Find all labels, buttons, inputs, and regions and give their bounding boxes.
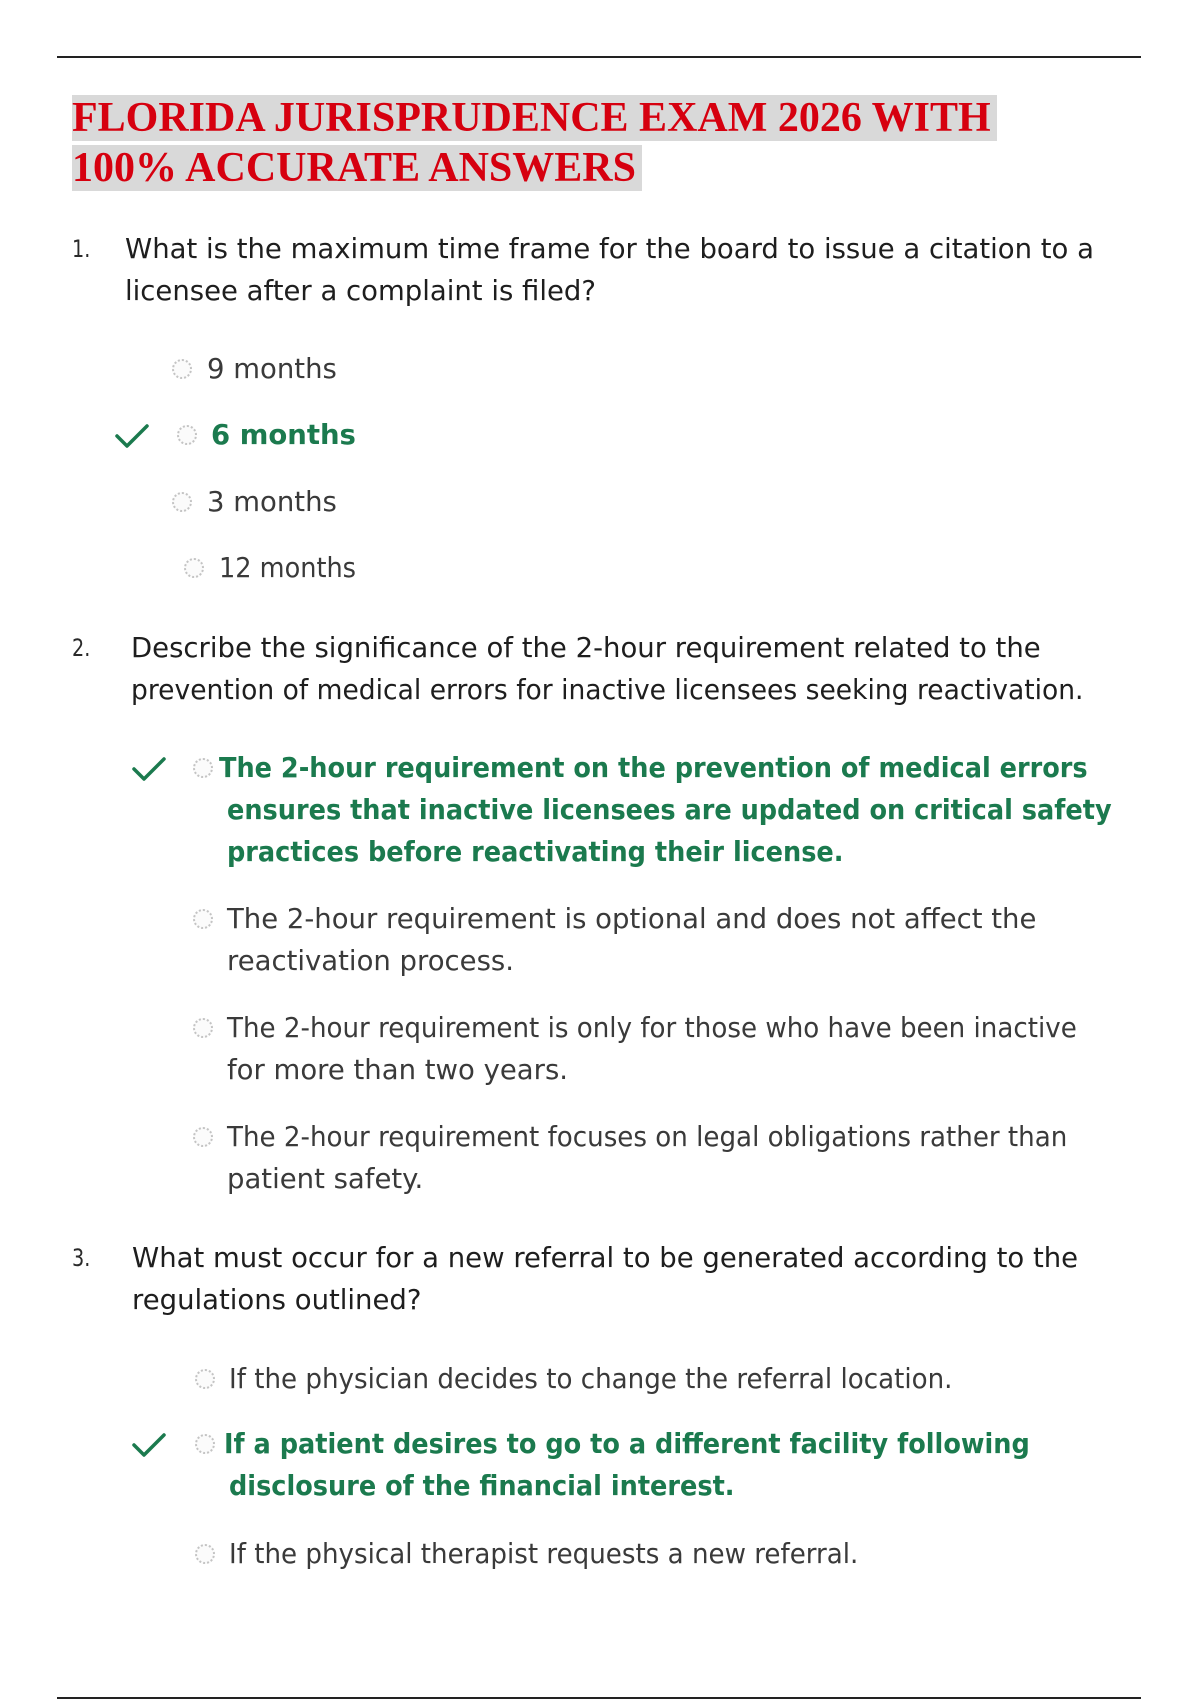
radio-button[interactable] [177,425,197,445]
checkmark-icon [131,751,167,787]
option-text: for more than two years. [227,1054,569,1086]
question-number: 3. [72,1244,91,1272]
radio-button[interactable] [193,1127,213,1147]
title-line-2: 100% ACCURATE ANSWERS [72,145,642,191]
option-text-correct: The 2-hour requirement on the prevention of medical errors [219,752,1088,784]
question-text-line: What is the maximum time frame for the board to issue a citation to a [125,233,1094,265]
option-text-correct: practices before reactivating their license. [227,836,844,868]
radio-button[interactable] [184,558,204,578]
question-text-line: Describe the significance of the 2-hour requirement related to the [131,632,1041,664]
radio-button[interactable] [195,1434,215,1454]
option-text: 3 months [207,486,337,518]
checkmark-icon [131,1427,167,1463]
question-text-line: prevention of medical errors for inactive licensees seeking reactivation. [131,674,1084,706]
question-text-line: regulations outlined? [132,1284,422,1316]
option-text-correct: 6 months [211,419,356,451]
radio-button[interactable] [195,1369,215,1389]
question-number: 1. [72,235,91,263]
bottom-rule [57,1697,1141,1699]
option-text-correct: disclosure of the financial interest. [229,1470,735,1502]
question-number: 2. [72,634,91,662]
question-text-line: licensee after a complaint is filed? [125,275,596,307]
option-text: If the physical therapist requests a new referral. [229,1538,859,1570]
option-text: 12 months [219,552,357,584]
document-title [72,93,1072,193]
question-text-line: What must occur for a new referral to be generated according to the [132,1242,1079,1274]
radio-button[interactable] [195,1544,215,1564]
option-text: If the physician decides to change the referral location. [229,1363,953,1395]
option-text: The 2-hour requirement is optional and does not affect the [227,903,1037,935]
checkmark-icon [114,418,150,454]
top-rule [57,56,1141,58]
option-text: The 2-hour requirement is only for those who have been inactive [227,1012,1077,1044]
title-line-1: FLORIDA JURISPRUDENCE EXAM 2026 WITH [72,95,997,141]
radio-button[interactable] [172,359,192,379]
option-text-correct: ensures that inactive licensees are updated on critical safety [227,794,1112,826]
option-text: 9 months [207,353,337,385]
radio-button[interactable] [172,492,192,512]
radio-button[interactable] [193,1018,213,1038]
option-text-correct: If a patient desires to go to a different facility following [224,1428,1030,1460]
option-text: reactivation process. [227,945,514,977]
option-text: The 2-hour requirement focuses on legal obligations rather than [227,1121,1068,1153]
option-text: patient safety. [227,1163,424,1195]
radio-button[interactable] [193,909,213,929]
radio-button[interactable] [193,758,213,778]
